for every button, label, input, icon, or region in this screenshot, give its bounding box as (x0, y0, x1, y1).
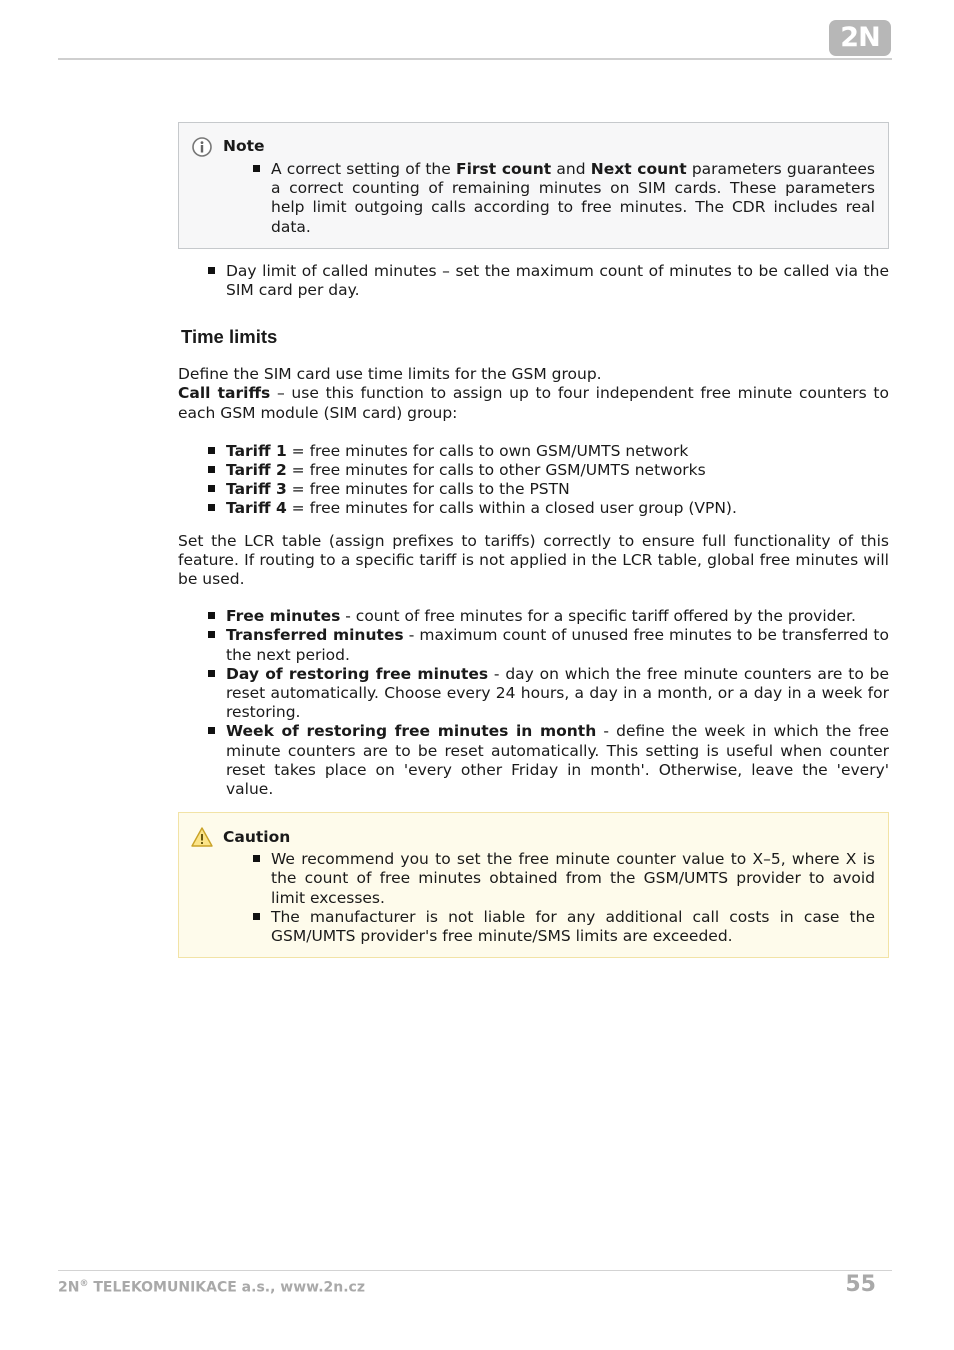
day-limit-item: Day limit of called minutes – set the maximum count of minutes to be called via the SIM card per day. (226, 261, 889, 300)
caution-box (178, 812, 889, 958)
intro-paragraph: Define the SIM card use time limits for the GSM group. Call tariffs – use this function to assign up to four independent free minute counters to each GSM module (SIM card) group: (178, 365, 889, 422)
list-item: Week of restoring free minutes in month - define the week in which the free minute counters are to be reset automatically. This setting is useful when counter reset takes place on 'every other Friday in month'. Otherwise, leave the 'every' value. (226, 722, 889, 799)
note-box (178, 122, 889, 249)
warning-icon (191, 826, 213, 848)
list-item: Tariff 2 = free minutes for calls to other GSM/UMTS networks (226, 461, 889, 480)
list-item: Tariff 3 = free minutes for calls to the PSTN (226, 480, 889, 499)
note-title-row (191, 136, 875, 158)
parameter-list (178, 607, 889, 799)
note-list (191, 160, 875, 237)
note-title: Note (223, 137, 265, 156)
list-item: Transferred minutes - maximum count of unused free minutes to be transferred to the next period. (226, 626, 889, 664)
company-logo: 2N (829, 20, 891, 56)
list-item: Tariff 4 = free minutes for calls within a closed user group (VPN). (226, 499, 889, 518)
page-number: 55 (845, 1272, 876, 1297)
list-item: Tariff 1 = free minutes for calls to own GSM/UMTS network (226, 442, 889, 461)
caution-item: The manufacturer is not liable for any additional call costs in case the GSM/UMTS provider's free minute/SMS limits are exceeded. (271, 907, 875, 946)
page-content (178, 122, 889, 958)
header-divider (58, 58, 892, 60)
footer-divider (58, 1270, 892, 1271)
list-item: Free minutes - count of free minutes for a specific tariff offered by the provider. (226, 607, 889, 626)
section-heading: Time limits (181, 326, 278, 348)
footer-company: 2N® TELEKOMUNIKACE a.s., www.2n.cz (58, 1279, 365, 1296)
note-item: A correct setting of the First count and Next count parameters guarantees a correct counting of remaining minutes on SIM cards. These parameters help limit outgoing calls according to free minutes. The CDR includes real data. (271, 160, 876, 236)
caution-title-row (191, 826, 875, 848)
info-icon (191, 136, 213, 158)
caution-item: We recommend you to set the free minute counter value to X–5, where X is the count of free minutes obtained from the GSM/UMTS provider to avoid limit excesses. (271, 850, 875, 907)
day-limit-list (178, 262, 889, 300)
tariff-list (178, 442, 889, 519)
caution-list (191, 850, 875, 946)
caution-title: Caution (223, 827, 291, 846)
list-item: Day of restoring free minutes - day on which the free minute counters are to be reset automatically. Choose every 24 hours, a day in a month, or a day in a week for restoring. (226, 664, 890, 722)
lcr-paragraph: Set the LCR table (assign prefixes to tariffs) correctly to ensure full functionality of this feature. If routing to a specific tariff is not applied in the LCR table, global free minutes will be used. (178, 531, 889, 589)
